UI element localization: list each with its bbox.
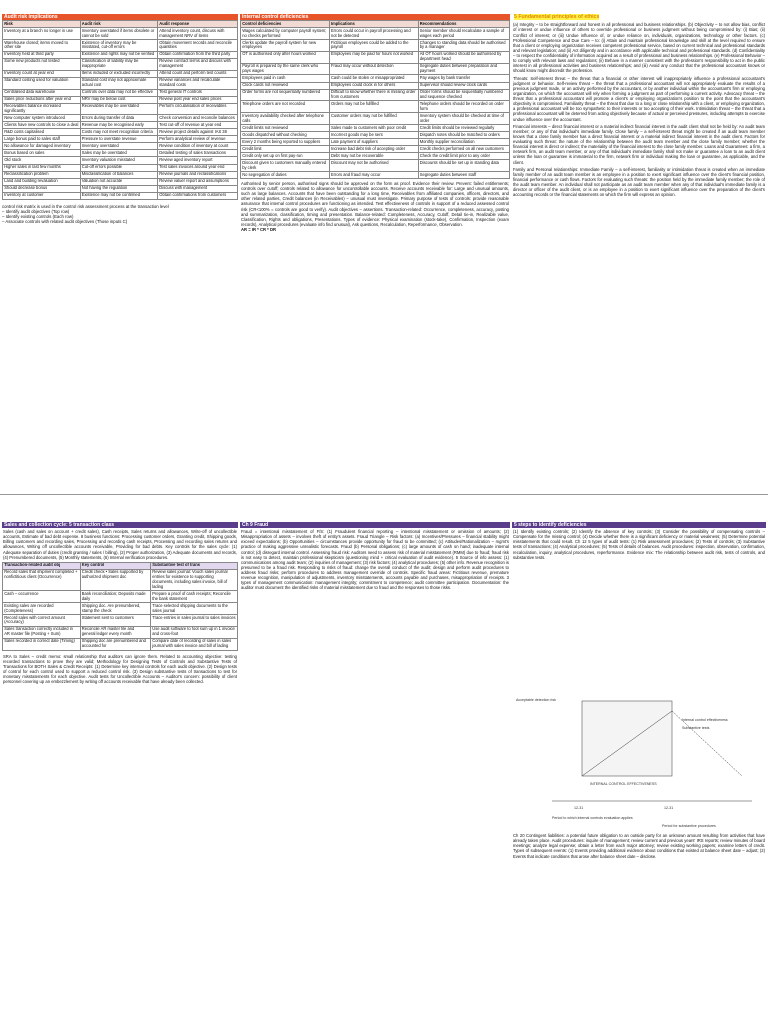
- table-cell: Segregate duties between staff: [418, 171, 509, 178]
- table-row: [3, 591, 238, 603]
- table-cell: Payroll is prepared by the same clerk who pays wages: [241, 63, 330, 75]
- table-cell: No segregation of duties: [241, 171, 330, 178]
- table-cell: Valuation not accurate: [80, 178, 158, 185]
- table-row: [241, 125, 510, 132]
- footer-line: – Associate controls with related audit objectives (Those inputs C): [2, 219, 128, 225]
- table-cell: Attend count and perform test counts: [158, 70, 238, 77]
- ethics-paragraph: Financial interests – direct financial interest or a material indirect financial interest in the audit client shall not be held by: An audit team member; or any of that individual's immediate family. Close family – a self-interest threat might be created if an audit team member knows that a close family member has a direct financial interest or a material indirect financial interest in the audit client. Factors for evaluating such threat: the nature of the relationship between the audit team member and the close family member; whether the financial interest is direct or indirect; the materiality of the financial interest to the close family member. Loans and Guarantees: a firm, a network firm, an audit team member, or any of that individual's immediate family shall not make or guarantee a loan to an audit client unless the loan or guarantee is immaterial to the firm, network firm or individual making the loan or guarantee, as applicable, and the client.: [513, 123, 765, 165]
- table-cell: Bank reconciliation; Deposits made daily: [80, 591, 151, 603]
- table-cell: Shipping doc are prenumbered and accounted for: [80, 638, 151, 650]
- table-cell: Reconcile AR master file and general ledger every month: [80, 626, 151, 638]
- table-cell: Debt may not be recoverable: [329, 153, 418, 160]
- column-header: Audit response: [158, 21, 238, 28]
- table-cell: NRV may be below cost: [80, 96, 158, 103]
- table-row: [241, 153, 510, 160]
- table-cell: Inventory overstated if items obsolete or cannot be sold: [80, 28, 158, 40]
- table-cell: New computer system introduced: [3, 115, 81, 122]
- table-cell: Credit check • Sales supported by authorized shipment doc: [80, 569, 151, 591]
- internal-control-title: Internal control deficiencies: [240, 14, 510, 20]
- table-cell: Discounts should be set up in standing data: [418, 160, 509, 172]
- table-row: [3, 143, 238, 150]
- table-cell: Land and building revaluation: [3, 178, 81, 185]
- fraud-body: Fraud = intentional misstatement of F/S: (1) Fraudulent financial reporting – intentional misstatement or omission of amounts; (2) Misappropriation of assets – involves theft of entity's assets. Fraud Triangle – Risk factors: (a) Incentives/Pressures – financial stability might exceed expectations; (b) Opportunities – circumstances provide opportunity for fraud to be committed; (c) Attitudes/Rationalization – mgmt's practice of making aggressive unrealistic forecasts. Fraud (b) Personal obligations; (c) large amounts of cash on hand; inadequate internal control; (d) disregard internal control. Assessing fraud risk: Auditors need to assess risk of material misstatement (RMM) due to fraud; fraud risk is not easy to detect, maintain professional skepticism (questioning mind + critical evaluation of audit evidence). 5 Source of info assess: (1) communications among audit team; (2) inquiries of management; (3) risk factors; (4) analytical procedures; (5) other info. Revenue recognition is presumed to be a fraud risk. Responding to risks of fraud: change the overall conduct of the audit; design and perform audit procedures to address fraud risks; perform procedures to address management override of controls. Specific fraud areas: Fictitious revenue, premature revenue recognition, manipulation of adjustments, inventory misstatements, accounts payable and purchases, misappropriation of receipts. 3 types of management communication: management integrity; commitment to competence; audit committee participation. Documentation: the auditor must document the identified risks of material misstatement due to fraud and the responses to those risks.: [241, 529, 509, 591]
- deficiencies-title: 5 steps to identify deficiencies: [512, 522, 766, 528]
- table-cell: Order forms should be sequentially numbered and sequence checked: [418, 89, 509, 101]
- table-cell: Review post year end sales prices: [158, 96, 238, 103]
- table-cell: Orders may not be fulfilled: [329, 101, 418, 113]
- table-cell: Increase bad debt risk of accepting order: [329, 146, 418, 153]
- audit-risk-title: Audit risk implications: [2, 14, 238, 20]
- table-cell: Record sales with correct amount (Accuracy): [3, 615, 81, 627]
- table-cell: Old stock: [3, 157, 81, 164]
- ethics-paragraphs: [512, 22, 766, 197]
- column-header: Transaction-related audit obj: [3, 562, 81, 569]
- table-cell: Warehouse closed; items moved to other site: [3, 39, 81, 51]
- table-cell: Inventory valuation misstated: [80, 157, 158, 164]
- sales-cycle-intro: Sales (cash and sales on account + credit sales), Cash receipts, Sales returns and allowances, Write-off of uncollectible accounts, Estimate of bad debt expense. 8 business functions: Processing customer orders, Granting credit, Shipping goods, Billing customers and recording sales, Processing and recording cash receipts, Processing and recording sales returns and allowances, Writing off uncollectible accounts receivable, Providing for bad debts. Key controls for the sales cycle: (1) Adequate separation of duties (credit granting / sales / billing), (2) Proper authorization, (3) Adequate documents and records, (4) Prenumbered documents, (5) Monthly statements, (6) Internal verification procedures.: [3, 529, 237, 560]
- table-cell: Employees paid in cash: [241, 75, 330, 82]
- table-cell: Compare date of recording of sales in sales journal with sales invoice and bill of lading: [151, 638, 238, 650]
- table-row: [3, 115, 238, 122]
- table-row: [3, 51, 238, 58]
- table-cell: Customer orders may not be fulfilled: [329, 113, 418, 125]
- table-row: [3, 157, 238, 164]
- table-cell: Credit only set up on first pay-run: [241, 153, 330, 160]
- table-row: [241, 82, 510, 89]
- table-cell: Receivables may be overstated: [80, 103, 158, 115]
- footer-line: – Identify audit objectives (Top row): [2, 208, 70, 214]
- table-cell: Trace entries in sales journal to sales invoices: [151, 615, 238, 627]
- table-row: [3, 89, 238, 96]
- table-row: [3, 171, 238, 178]
- table-cell: Inventory system should be checked at time of order: [418, 113, 509, 125]
- table-cell: Inventory at customer: [3, 192, 81, 199]
- table-cell: Changes to standing data should be authorised by a manager: [418, 39, 509, 51]
- table-cell: Fictitious employees could be added to the payroll: [329, 39, 418, 51]
- table-cell: Standard costing used for valuation: [3, 77, 81, 89]
- table-cell: Some new products not tested: [3, 58, 81, 70]
- table-cell: Late payment of suppliers: [329, 139, 418, 146]
- table-row: [3, 626, 238, 638]
- table-cell: R&D costs capitalised: [3, 129, 81, 136]
- table-cell: Review condition of inventory at count: [158, 143, 238, 150]
- diagram-x-period-1: 12-31: [574, 806, 584, 811]
- table-cell: Centralised data warehouse: [3, 89, 81, 96]
- ethics-title: 5 Fundamental principles of ethics: [514, 14, 600, 20]
- table-cell: Telephone orders are not recorded: [241, 101, 330, 113]
- footer-line: control risk matrix is used in the control risk assessment process at the transaction level: [2, 203, 169, 209]
- table-cell: Controls over data may not be effective: [80, 89, 158, 96]
- diagram-legend-1: Internal control effectiveness: [682, 718, 728, 723]
- table-row: [3, 122, 238, 129]
- table-row: [241, 28, 510, 40]
- sales-cycle-panel: [2, 522, 238, 1022]
- table-cell: Should decrease bonus: [3, 185, 81, 192]
- table-cell: Segregate duties between preparation and payment: [418, 63, 509, 75]
- table-cell: Attend inventory count, discuss with management NRV of items: [158, 28, 238, 40]
- table-row: [3, 185, 238, 192]
- table-row: [3, 129, 238, 136]
- table-row: [241, 101, 510, 113]
- table-cell: Sales price reductions after year end: [3, 96, 81, 103]
- diagram-x-period-2: 12-31: [664, 806, 674, 811]
- table-cell: Test cut-off of revenue at year end: [158, 122, 238, 129]
- table-cell: Revenue may be recognised early: [80, 122, 158, 129]
- table-cell: Sales recorded in correct date (Timing): [3, 638, 81, 650]
- diagram-x-caption-2: Period for substantive procedures: [662, 824, 716, 829]
- diagram-legend-2: Substantive tests: [682, 726, 710, 731]
- sales-cycle-body: SRA to Sales – credit memo: small relationship that auditors can ignore them. Related to accounting objective: testing recorded transactions to prove they are valid; Methodology for Designing Tests of Controls and Substantive Tests of Transactions for BOTH Sales & Credit Receipts: (1) Determine key internal controls for each audit objective. (2) Design tests of control for each control used to support a reduced control risk. (3) Design substantive tests of transactions to test for monetary misstatements for each objective. Audit tests for Uncollectible Accounts – Auditor's concern: possibility of client personnel covering up an embezzlement by writing off accounts receivable that have already been collected.: [3, 653, 237, 685]
- table-cell: Shipping doc. Are prenumbered, stamp the check: [80, 603, 151, 615]
- table-cell: Test sales invoices around year end: [158, 164, 238, 171]
- table-row: [241, 139, 510, 146]
- table-cell: Review aged inventory report: [158, 157, 238, 164]
- table-cell: Credit limits not reviewed: [241, 125, 330, 132]
- table-cell: Goods dispatched without checking: [241, 132, 330, 139]
- column-header: Risk: [3, 21, 81, 28]
- table-cell: Every 2 months being reported to suppliers: [241, 139, 330, 146]
- table-row: [241, 171, 510, 178]
- table-cell: Inventory overstated: [80, 143, 158, 150]
- table-row: [3, 77, 238, 89]
- table-row: [3, 150, 238, 157]
- table-cell: Fraud may occur without detection: [329, 63, 418, 75]
- column-header: Recommendations: [418, 21, 509, 28]
- table-row: [241, 39, 510, 51]
- table-cell: Higher sales in last few months: [3, 164, 81, 171]
- table-cell: Pay wages by bank transfer: [418, 75, 509, 82]
- table-cell: Detailed testing of sales transactions: [158, 150, 238, 157]
- ethics-panel: [512, 14, 766, 492]
- diagram-y-label: Acceptable detection risk: [516, 698, 556, 703]
- table-cell: Errors and fraud may occur: [329, 171, 418, 178]
- table-cell: Cash could be stolen or misappropriated: [329, 75, 418, 82]
- fraud-panel: [240, 522, 510, 1022]
- table-row: [3, 136, 238, 143]
- table-row: [241, 160, 510, 172]
- table-cell: Cash – occurrence: [3, 591, 81, 603]
- fraud-title: Ch 9 Fraud: [240, 522, 510, 528]
- table-row: [241, 51, 510, 63]
- table-cell: Incorrect goods may be sent: [329, 132, 418, 139]
- table-cell: Statement sent to customers: [80, 615, 151, 627]
- table-cell: No allowance for damaged inventory: [3, 143, 81, 150]
- table-row: [3, 39, 238, 51]
- table-cell: Discount given to customers manually entered by clerk: [241, 160, 330, 172]
- column-header: Control deficiencies: [241, 21, 330, 28]
- table-cell: Employees may be paid for hours not worked: [329, 51, 418, 63]
- ethics-paragraph: Threats: Self-interest threat – the threat that a financial or other interest will inappropriately influence a professional accountant's judgment or behavior. Self-review threat – the threat that a professional accountant will not appropriately evaluate the results of a previous judgment made, or an activity performed by the accountant, or by another individual within the accountant's firm or employing organization, on which the accountant will rely when forming a judgment as part of performing a current activity. Advocacy threat – the threat that a professional accountant will promote a client's or employing organization's position to the point that the accountant's objectivity is compromised. Familiarity threat – the threat that due to a long or close relationship with a client, or employing organization, a professional accountant will be too sympathetic to their interests or too accepting of their work. Intimidation threat – the threat that a professional accountant will be deterred from acting objectively because of actual or perceived pressures, including attempts to exercise undue influence over the accountant.: [513, 75, 765, 122]
- table-cell: Not having the regulation: [80, 185, 158, 192]
- table-cell: Check the credit limit prior to any order: [418, 153, 509, 160]
- table-cell: Obtain confirmations from customers: [158, 192, 238, 199]
- table-row: [3, 178, 238, 185]
- table-row: [241, 146, 510, 153]
- table-row: [3, 603, 238, 615]
- table-row: [241, 75, 510, 82]
- table-row: [3, 192, 238, 199]
- table-cell: Misclassification of balances: [80, 171, 158, 178]
- table-cell: Perform circularisation of receivables: [158, 103, 238, 115]
- section-divider: [0, 494, 768, 495]
- table-row: [3, 70, 238, 77]
- ethics-paragraph: Family and Personal relationships: Immediate Family – a self-interest, familiarity or intimidation threat is created when an immediate family member of an audit team member is an employee in a position to exert significant influence over the client's financial position, financial performance or cash flows. Factors for evaluating such threats: the position held by the immediate family member; the role of the audit team member. An individual shall not participate as an audit team member when any of that individual's immediate family is a director or officer of the audit client, or is an employee in a position to exert significant influence over the preparation of the client's accounting records or the financial statements on which the firm will express an opinion.: [513, 166, 765, 198]
- table-cell: Inventory availability checked after telephone calls: [241, 113, 330, 125]
- table-cell: Difficult to know whether there is missing order from customers: [329, 89, 418, 101]
- table-row: [3, 28, 238, 40]
- table-row: [241, 63, 510, 75]
- table-row: [241, 113, 510, 125]
- table-cell: Review contract terms and discuss with management: [158, 58, 238, 70]
- table-row: [3, 103, 238, 115]
- table-cell: Review valuer report and assumptions: [158, 178, 238, 185]
- table-cell: Clock cards not reviewed: [241, 82, 330, 89]
- table-cell: Dispatch notes should be matched to orders: [418, 132, 509, 139]
- table-row: [241, 89, 510, 101]
- table-cell: Monthly supplier reconciliation: [418, 139, 509, 146]
- ethics-paragraph: (a) Integrity – to be straightforward and honest in all professional and business relationships. (b) Objectivity – to not allow bias, conflict of interest or undue influence of others to override professional or business judgment without being compromised by: (i) Bias; (ii) Conflict of interest; or (iii) Undue influence of, or undue reliance on, individuals, organizations, technology or other factors. (c) Professional Competence and Due Care – to: (i) Attain and maintain professional knowledge and skill at the level required to ensure that a client or employing organization receives competent professional service, based on current technical and professional standards and relevant legislation; and (ii) Act diligently and in accordance with applicable technical and professional standards. (d) Confidentiality – to respect the confidentiality of information acquired as a result of professional and business relationships. (e) Professional Behavior – to comply with relevant laws and regulations; (ii) Behave in a manner consistent with the profession's responsibility to act in the public interest in all professional activities and business relationships; and (iii) Avoid any conduct that the professional accountant knows or should know might discredit the profession.: [513, 22, 765, 74]
- table-cell: Existence and rights may not be verified: [80, 51, 158, 58]
- table-cell: Supervisor should review clock cards: [418, 82, 509, 89]
- internal-control-table: [240, 20, 510, 179]
- table-cell: Trace selected shipping documents to the sales journal: [151, 603, 238, 615]
- table-cell: Use audit software to foot sum up in 1 invoice and cross-foot: [151, 626, 238, 638]
- table-cell: Record sales that shipment completed + nonfictitious client (Occurrence): [3, 569, 81, 591]
- table-row: [3, 569, 238, 591]
- table-cell: Sales made to customers with poor credit: [329, 125, 418, 132]
- table-cell: Existence of inventory may be misstated, cut-off errors: [80, 39, 158, 51]
- table-cell: Bonus based on sales: [3, 150, 81, 157]
- audit-risk-panel: [2, 14, 238, 492]
- table-cell: Discuss with management: [158, 185, 238, 192]
- table-cell: Credit limits should be reviewed regularly: [418, 125, 509, 132]
- diagram-box-label: INTERNAL CONTROL EFFECTIVENESS: [590, 782, 657, 787]
- table-cell: Standard cost may not approximate actual cost: [80, 77, 158, 89]
- diagram-x-caption-1: Period to which internal controls evaluation applies: [552, 816, 633, 821]
- table-row: [3, 615, 238, 627]
- diagram-control-box: [582, 701, 672, 776]
- table-row: [3, 638, 238, 650]
- table-cell: Errors could occur in payroll processing and not be detected: [329, 28, 418, 40]
- table-cell: Telephone orders should be recorded on order form: [418, 101, 509, 113]
- table-cell: Discount may not be authorised: [329, 160, 418, 172]
- table-cell: Errors during transfer of data: [80, 115, 158, 122]
- table-row: [241, 132, 510, 139]
- table-cell: Credit checks performed on all new customers: [418, 146, 509, 153]
- internal-control-panel: [240, 14, 510, 492]
- table-cell: Existence may not be confirmed: [80, 192, 158, 199]
- table-cell: Large bonus paid to sales staff: [3, 136, 81, 143]
- footer-line: – Identify existing controls (Each row): [2, 214, 74, 220]
- table-cell: Pressure to overstate revenue: [80, 136, 158, 143]
- table-cell: All OT hours worked should be authorised by department head: [418, 51, 509, 63]
- table-cell: Inventory count at year end: [3, 70, 81, 77]
- table-cell: Review sales journal: Vouch sales journal entries for existence to supporting documents, including sales invoice, bill of lading: [151, 569, 238, 591]
- audit-risk-formula: AR = IR * CR * DR: [241, 227, 277, 233]
- table-cell: Costs may not meet recognition criteria: [80, 129, 158, 136]
- table-cell: Classification of liability may be inappropriate: [80, 58, 158, 70]
- table-row: [3, 96, 238, 103]
- table-cell: Review journals and reclassifications: [158, 171, 238, 178]
- column-header: Substantive test of trans: [151, 562, 238, 569]
- column-header: Audit risk: [80, 21, 158, 28]
- table-cell: Credit limit: [241, 146, 330, 153]
- column-header: Key control: [80, 562, 151, 569]
- table-cell: Obtain confirmation from the third party: [158, 51, 238, 58]
- table-cell: Senior member should recalculate a sample of wages each period: [418, 28, 509, 40]
- table-cell: Review variances and recalculate standard costs: [158, 77, 238, 89]
- deficiencies-panel: [512, 522, 766, 1022]
- column-header: Implications: [329, 21, 418, 28]
- table-row: [3, 164, 238, 171]
- audit-risk-footer: [2, 204, 238, 225]
- evidence-mix-diagram: [512, 681, 762, 831]
- table-cell: Reclassification problem: [3, 171, 81, 178]
- table-cell: Wages calculated by computer payroll system; no checks performed: [241, 28, 330, 40]
- contingent-liabilities-body: Ch 20 Contingent liabilities: a potential future obligation to an outside party for an unknown amount resulting from activities that have already taken place. Audit procedures: inquire of management; review current and previous years' IRS reports; review minutes of board meetings; analyze legal expense; obtain a letter from each major attorney; review existing working papers; examine letters of credit. Types of subsequent events: (1) Events providing additional evidence about conditions that existed at balance sheet date – adjust; (2) Events that indicate conditions that arose after balance sheet date – disclose.: [513, 833, 765, 859]
- table-row: [3, 58, 238, 70]
- table-cell: Receivables balance increased significantly: [3, 103, 81, 115]
- table-cell: Perform analytical review of revenue: [158, 136, 238, 143]
- table-cell: Prepare a proof of cash receipts; Reconcile the bank statement: [151, 591, 238, 603]
- table-cell: Check conversion and reconcile balances: [158, 115, 238, 122]
- table-cell: Employees could clock in for others: [329, 82, 418, 89]
- table-cell: Sales may be overstated: [80, 150, 158, 157]
- deficiencies-body: (1) Identify existing controls; (2) Identify the absence of key controls; (3) Consider the possibility of compensating controls – Compensate for the missing control; (4) Decide whether there is a significant deficiency or material weakness; (5) Determine potential misstatements that could result. Ch 12 5 types of audit tests: (1) Risk assessment procedures; (2) Tests of controls; (3) Substantive tests of transactions; (4) Analytical procedures; (5) Tests of details of balances. Audit procedures: inspection, observation, confirmation, recalculation, inquiry, analytical procedures, reperformance. Evidence mix: The relationship between audit risk, tests of controls, and substantive tests.: [513, 529, 765, 560]
- table-cell: OT is authorised only after hours worked: [241, 51, 330, 63]
- table-cell: Sales transaction correctly included in AR master file (Posting + Sum): [3, 626, 81, 638]
- table-cell: Inventory at a branch no longer in use: [3, 28, 81, 40]
- audit-risk-table: [2, 20, 238, 199]
- table-cell: Clients have new controls to close a deal: [4, 122, 79, 127]
- table-cell: Order forms are not sequentially numbered: [241, 89, 330, 101]
- table-cell: Test general IT controls: [158, 89, 238, 96]
- sales-cycle-table: [2, 562, 238, 651]
- table-cell: Existing sales are recorded (Completeness): [3, 603, 81, 615]
- table-cell: Clerks update the payroll system for new employees: [241, 39, 330, 51]
- sales-cycle-title: Sales and collection cycle: 5 transaction class: [2, 522, 238, 528]
- table-cell: Review project details against IAS 38: [158, 129, 238, 136]
- table-cell: Cut-off errors possible: [80, 164, 158, 171]
- internal-control-body: Authorised by senior person, authorised signs should be approved on the form as proof. Evidence their review. Prevent: failed entitlements; controls over cutoff; controls related to allowance for uncontrollable accounts. Receive accounts receivable for: Large and unusual amounts, such as large balances. Accounts that have been outstanding for a long time, Receivables from affiliated companies, officers, directors, and other related parties, Credit balances (in Receivables) – unusual must investigate. Primary purpose of tests of controls: provide reasonable assurance that internal control procedures are functioning as intended. Test effectiveness of controls in support of a reduced assessed control risk (CR<100% = controls are good to verify). Audit objectives – assertions. Transaction-related: Occurrence, completeness, accuracy, posting and summarization, classification, timing and presentation. Balance-related: Completeness, Accuracy, Cutoff, Detail tie-in, Realizable value, Classification, Rights and obligations, Presentations. Types of evidence: Physical examination (stock-take), Confirmation, Inspection (exam records), Analytical procedures (evaluate info find unusual), Ask questions, Recalculation, Reperformance, Observation.: [241, 180, 509, 227]
- table-cell: Items included or excluded incorrectly: [80, 70, 158, 77]
- table-cell: Inventory held at third party: [3, 51, 81, 58]
- table-cell: Obtain movement records and reconcile quantities: [158, 39, 238, 51]
